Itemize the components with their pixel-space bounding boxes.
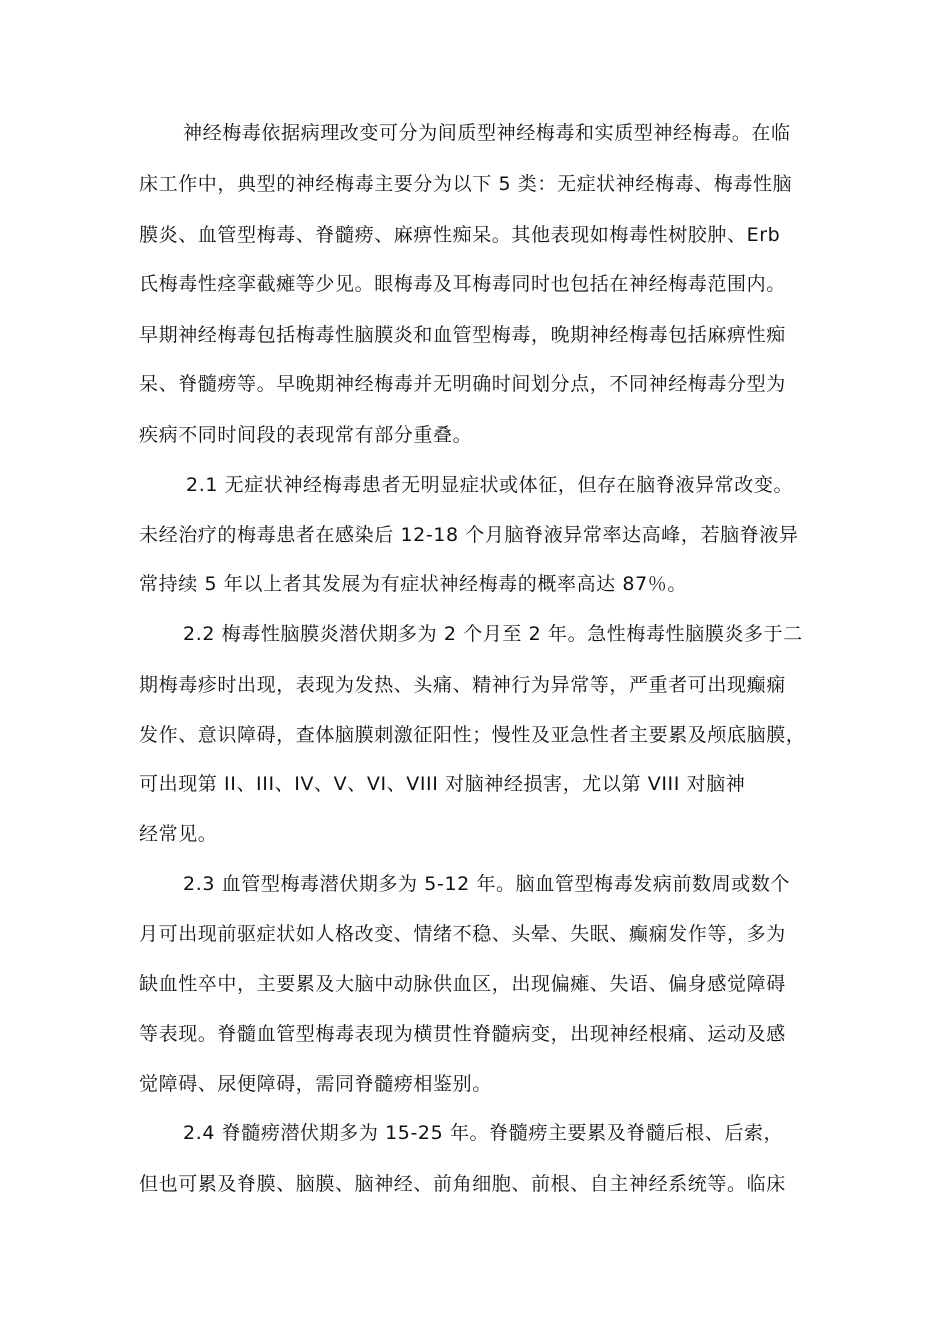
text-line: 膜炎、血管型梅毒、脊髓痨、麻痹性痴呆。其他表现如梅毒性树胶肿、Erb (139, 224, 781, 246)
text-line: 可出现第 II、III、IV、V、VI、VIII 对脑神经损害，尤以第 VIII 对脑神 (139, 773, 746, 795)
text-line: 呆、脊髓痨等。早晚期神经梅毒并无明确时间划分点，不同神经梅毒分型为 (139, 373, 786, 395)
text-line: 但也可累及脊膜、脑膜、脑神经、前角细胞、前根、自主神经系统等。临床 (139, 1173, 786, 1195)
text-line: 等表现。脊髓血管型梅毒表现为横贯性脊髓病变，出现神经根痛、运动及感 (139, 1023, 786, 1045)
section-2-4-heading-line: 2.4 脊髓痨潜伏期多为 15-25 年。脊髓痨主要累及脊髓后根、后索， (183, 1122, 784, 1144)
text-line: 疾病不同时间段的表现常有部分重叠。 (139, 424, 473, 446)
text-line: 月可出现前驱症状如人格改变、情绪不稳、头晕、失眠、癫痫发作等，多为 (139, 923, 786, 945)
text-line: 神经梅毒依据病理改变可分为间质型神经梅毒和实质型神经梅毒。在临 (183, 122, 791, 144)
text-line: 氏梅毒性痉挛截瘫等少见。眼梅毒及耳梅毒同时也包括在神经梅毒范围内。 (139, 273, 786, 295)
text-line: 床工作中，典型的神经梅毒主要分为以下 5 类：无症状神经梅毒、梅毒性脑 (139, 173, 793, 195)
text-line: 经常见。 (139, 823, 218, 845)
section-2-3-heading-line: 2.3 血管型梅毒潜伏期多为 5-12 年。脑血管型梅毒发病前数周或数个 (183, 873, 791, 895)
section-2-1-heading-line: 2.1 无症状神经梅毒患者无明显症状或体征，但存在脑脊液异常改变。 (186, 474, 794, 496)
text-line: 未经治疗的梅毒患者在感染后 12-18 个月脑脊液异常率达高峰，若脑脊液异 (139, 524, 799, 546)
text-line: 常持续 5 年以上者其发展为有症状神经梅毒的概率高达 87％。 (139, 573, 687, 595)
text-line: 发作、意识障碍，查体脑膜刺激征阳性；慢性及亚急性者主要累及颅底脑膜， (139, 724, 806, 746)
text-line: 期梅毒疹时出现，表现为发热、头痛、精神行为异常等，严重者可出现癫痫 (139, 674, 786, 696)
text-line: 觉障碍、尿便障碍，需同脊髓痨相鉴别。 (139, 1073, 492, 1095)
section-2-2-heading-line: 2.2 梅毒性脑膜炎潜伏期多为 2 个月至 2 年。急性梅毒性脑膜炎多于二 (183, 623, 803, 645)
text-line: 早期神经梅毒包括梅毒性脑膜炎和血管型梅毒，晚期神经梅毒包括麻痹性痴 (139, 324, 786, 346)
text-line: 缺血性卒中，主要累及大脑中动脉供血区，出现偏瘫、失语、偏身感觉障碍 (139, 973, 786, 995)
